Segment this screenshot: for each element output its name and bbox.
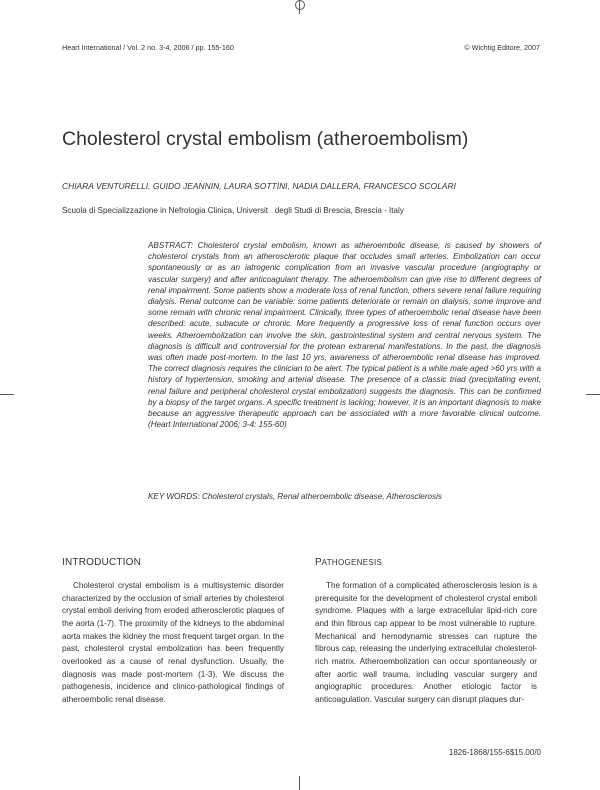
crop-mark-bottom	[299, 776, 300, 790]
keywords: KEY WORDS: Cholesterol crystals, Renal atheroembolic disease, Atherosclerosis	[148, 492, 442, 501]
registration-mark-top-icon	[295, 0, 305, 10]
pathogenesis-heading-rest: ATHOGENESIS	[321, 558, 383, 567]
crop-mark-left	[0, 394, 14, 395]
abstract: ABSTRACT: Cholesterol crystal embolism, known as atheroembolic disease, is caused by showers of cholesterol crystals from an atherosclerotic plaque that occludes small arteries. Embolization can occur spontaneously or as an iatrogenic complication from an invasive vascular procedure (angiography or vascular surgery) and after anticoagulant therapy. The atheroembolism can give rise to different degrees of renal impairment. Some patients show a moderate loss of renal function, others severe renal failure requiring dialysis. Renal outcome can be variable: some patients deteriorate or remain on dialysis, some improve and some remain with chronic renal impairment. Clinically, three types of atheroembolic renal disease have been described: acute, subacute or chronic. More frequently a progressive loss of renal function occurs over weeks. Atheroembolization can involve the skin, gastrointestinal system and central nervous system. The diagnosis is difficult and controversial for the protean extrarenal manifestations. In the past, the diagnosis was often made post-mortem. In the last 10 yrs, awareness of atheroembolic renal disease has improved. The correct diagnosis requires the clinician to be alert. The typical patient is a white male aged >60 yrs with a history of hypertension, smoking and arterial disease. The presence of a classic triad (precipitating event, renal failure and peripheral cholesterol crystal embolization) suggests the diagnosis. This can be confirmed by a biopsy of the target organs. A specific treatment is lacking; however, it is an important diagnosis to make because an aggressive therapeutic approach can be associated with a more favorable clinical outcome. (Heart International 2006; 3-4: 155-60)	[148, 241, 541, 430]
introduction-text: Cholesterol crystal embolism is a multisystemic disorder characterized by the occlusion of small arteries by cholesterol crystal emboli deriving from eroded atherosclerotic plaques of the aorta (1-7). The proximity of the kidneys to the abdominal aorta makes the kidney the most frequent target organ. In the past, cholesterol crystal embolization has been frequently overlooked as a cause of renal dysfunction. Usually, the diagnosis was made post-mortem (1-3). We discuss the pathogenesis, incidence and clinico-pathological findings of atheroembolic renal disease.	[62, 581, 284, 704]
introduction-heading: INTRODUCTION	[62, 557, 142, 568]
author-list: CHIARA VENTURELLI, GUIDO JEANNIN, LAURA SOTTINI, NADIA DALLERA, FRANCESCO SCOLARI	[62, 181, 457, 191]
article-title: Cholesterol crystal embolism (atheroembolism)	[62, 128, 469, 150]
journal-citation: Heart International / Vol. 2 no. 3-4, 2006 / pp. 155-160	[62, 43, 234, 52]
affiliation: Scuola di Specializzazione in Nefrologia Clinica, Universit degli Studi di Brescia, Brescia - Italy	[62, 206, 404, 215]
pathogenesis-heading-initial: P	[315, 557, 322, 568]
pathogenesis-heading	[315, 557, 382, 568]
publisher-copyright: © Wichtig Editore, 2007	[464, 43, 540, 52]
crop-mark-right	[586, 394, 600, 395]
pathogenesis-text: The formation of a complicated atherosclerosis lesion is a prerequisite for the development of cholesterol crystal emboli syndrome. Plaques with a large extracellular lipid-rich core and thin fibrous cap appear to be most vulnerable to rupture. Mechanical and hemodynamic stresses can rupture the fibrous cap, releasing the underlying extracellular cholesterol-rich matrix. Atheroembolization can occur spontaneously or after aortic wall trauma, including vascular surgery and angiographic procedures. Another etiologic factor is anticoagulation. Vascular surgery can disrupt plaques dur-	[315, 581, 537, 704]
price-code: 1826-1868/155-6$15.00/0	[448, 748, 541, 757]
